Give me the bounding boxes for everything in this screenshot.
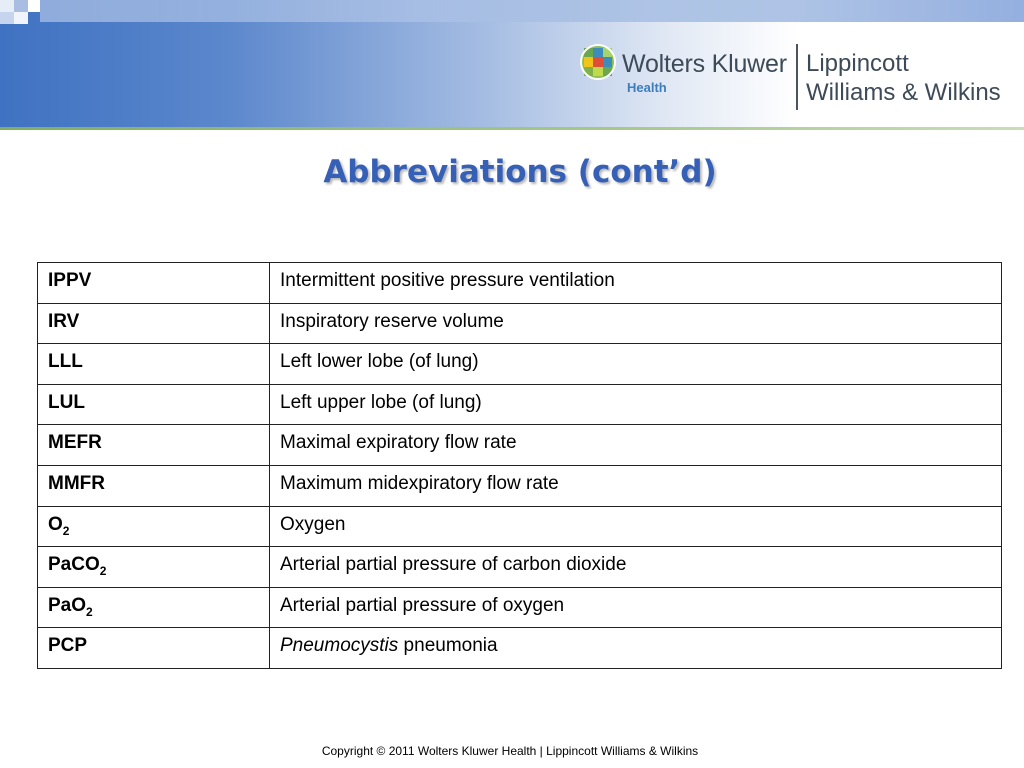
definition-cell: Oxygen bbox=[270, 506, 1002, 547]
table-row bbox=[38, 465, 1002, 506]
term-subscript: 2 bbox=[99, 564, 107, 579]
publisher-logo bbox=[578, 42, 1024, 114]
table-row bbox=[38, 263, 1002, 304]
slide-title: Abbreviations (cont’d) bbox=[323, 154, 717, 190]
term-cell bbox=[38, 587, 270, 628]
definition-cell: Left lower lobe (of lung) bbox=[270, 344, 1002, 385]
partner-name-line2: Williams & Wilkins bbox=[806, 79, 1001, 106]
definition-cell: Inspiratory reserve volume bbox=[270, 303, 1002, 344]
definition-italic: Pneumocystis bbox=[280, 635, 399, 657]
table-row bbox=[38, 425, 1002, 466]
term-text: PaCO bbox=[48, 554, 100, 576]
brand-name: Wolters Kluwer bbox=[622, 50, 787, 78]
header-top-strip bbox=[40, 0, 1024, 22]
definition-cell: Intermittent positive pressure ventilation bbox=[270, 263, 1002, 304]
definition-cell bbox=[270, 628, 1002, 669]
abbreviations-table bbox=[37, 262, 1002, 669]
table-row bbox=[38, 547, 1002, 588]
term-cell: IRV bbox=[38, 303, 270, 344]
term-cell: MMFR bbox=[38, 465, 270, 506]
definition-cell: Maximal expiratory flow rate bbox=[270, 425, 1002, 466]
definition-cell: Maximum midexpiratory flow rate bbox=[270, 465, 1002, 506]
table-row bbox=[38, 344, 1002, 385]
definition-cell: Arterial partial pressure of carbon dioxide bbox=[270, 547, 1002, 588]
header-banner bbox=[0, 0, 1024, 127]
header-divider-line bbox=[0, 127, 1024, 130]
term-cell: LLL bbox=[38, 344, 270, 385]
table-row bbox=[38, 587, 1002, 628]
definition-text: pneumonia bbox=[398, 635, 498, 657]
partner-name-line1: Lippincott bbox=[806, 50, 909, 77]
term-cell: LUL bbox=[38, 384, 270, 425]
term-cell: PCP bbox=[38, 628, 270, 669]
footer-copyright bbox=[0, 744, 1024, 758]
term-subscript: 2 bbox=[62, 523, 70, 538]
term-text: O bbox=[48, 513, 63, 535]
brand-sub: Health bbox=[627, 80, 667, 95]
definition-cell: Arterial partial pressure of oxygen bbox=[270, 587, 1002, 628]
term-subscript: 2 bbox=[86, 604, 93, 619]
term-text: PaO bbox=[48, 594, 87, 616]
table-row bbox=[38, 303, 1002, 344]
logo-divider bbox=[796, 44, 798, 110]
term-cell: MEFR bbox=[38, 425, 270, 466]
term-cell bbox=[38, 547, 270, 588]
term-cell bbox=[38, 506, 270, 547]
table-row bbox=[38, 384, 1002, 425]
table-row bbox=[38, 628, 1002, 669]
term-cell: IPPV bbox=[38, 263, 270, 304]
table-row bbox=[38, 506, 1002, 547]
wolters-kluwer-globe-icon bbox=[580, 44, 616, 80]
copyright-text: Copyright © 2011 Wolters Kluwer Health | Lippincott Williams & Wilkins bbox=[321, 744, 699, 758]
definition-cell: Left upper lobe (of lung) bbox=[270, 384, 1002, 425]
